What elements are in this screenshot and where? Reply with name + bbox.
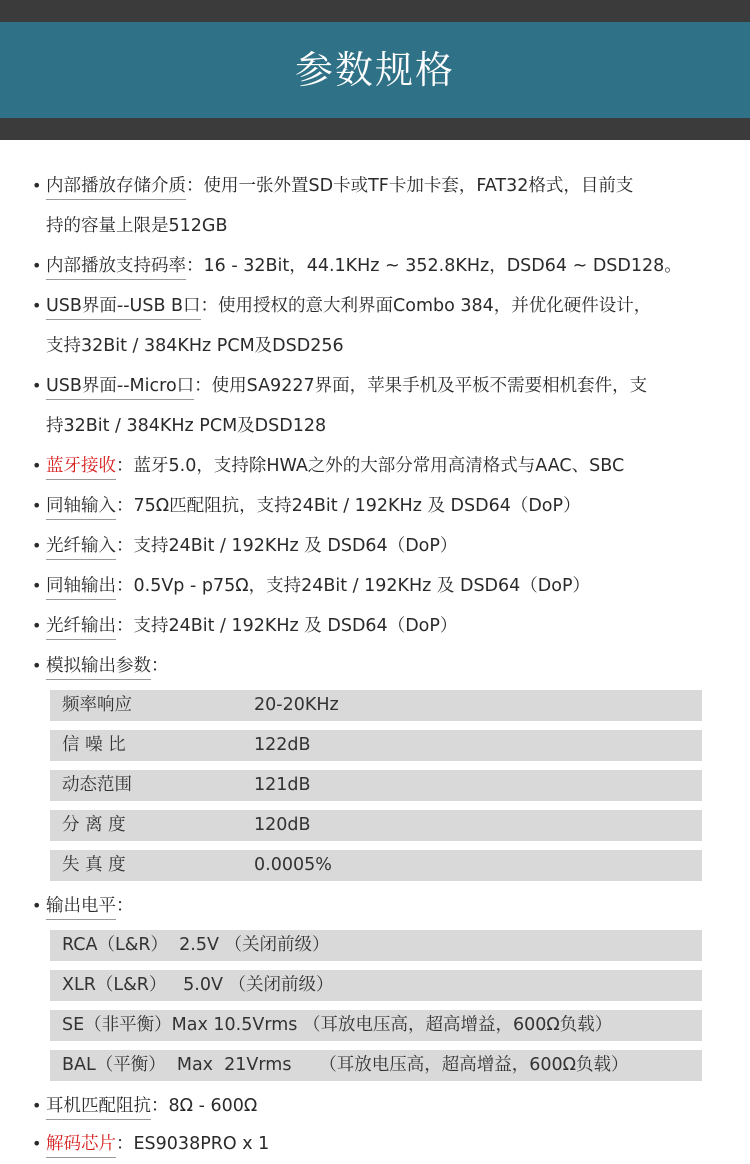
spec-label: 解码芯片: [46, 1134, 116, 1158]
spec-text: ：使用一张外置SD卡或TF卡加卡套，FAT32格式，目前支: [186, 176, 634, 196]
table-cell: RCA（L&R） 2.5V （关闭前级）: [62, 935, 330, 955]
table-row: [50, 730, 702, 761]
bullet-icon: •: [32, 896, 42, 915]
bullet-icon: •: [32, 1096, 42, 1115]
spec-label: 同轴输出: [46, 576, 116, 600]
spec-text: ：: [116, 896, 134, 916]
spec-text-continued: 持的容量上限是512GB: [46, 216, 228, 236]
page-title: 参数规格: [294, 48, 455, 92]
table-row: [50, 770, 702, 801]
spec-label: 模拟输出参数: [46, 656, 151, 680]
table-row: [50, 1050, 702, 1081]
table-value: 121dB: [254, 775, 311, 795]
bullet-icon: •: [32, 176, 42, 195]
table-cell: SE（非平衡）Max 10.5Vrms （耳放电压高，超高增益，600Ω负载）: [62, 1015, 613, 1035]
table-row: [50, 970, 702, 1001]
spec-item: [32, 286, 732, 366]
spec-item: [32, 566, 732, 606]
spec-item: [32, 366, 732, 446]
table-row: [50, 930, 702, 961]
bullet-icon: •: [32, 376, 42, 395]
table-cell: XLR（L&R） 5.0V （关闭前级）: [62, 975, 334, 995]
spec-label: 光纤输入: [46, 536, 116, 560]
table-row: [50, 1010, 702, 1041]
spec-text: ：8Ω - 600Ω: [151, 1096, 258, 1116]
spec-text-continued: 支持32Bit / 384KHz PCM及DSD256: [46, 336, 344, 356]
bullet-icon: •: [32, 1134, 42, 1153]
header-top-bar: [0, 0, 750, 22]
spec-item: [32, 486, 732, 526]
spec-text: ：支持24Bit / 192KHz 及 DSD64（DoP）: [116, 536, 458, 556]
spec-label: 内部播放支持码率: [46, 256, 186, 280]
bullet-icon: •: [32, 456, 42, 475]
bullet-icon: •: [32, 256, 42, 275]
spec-label: USB界面--Micro口: [46, 376, 194, 400]
bullet-icon: •: [32, 536, 42, 555]
spec-text: ：支持24Bit / 192KHz 及 DSD64（DoP）: [116, 616, 458, 636]
spec-text: ：ES9038PRO x 1: [116, 1134, 270, 1154]
bullet-icon: •: [32, 576, 42, 595]
table-key: 分 离 度: [62, 815, 126, 835]
table-value: 120dB: [254, 815, 311, 835]
spec-label: 光纤输出: [46, 616, 116, 640]
table-value: 0.0005%: [254, 855, 332, 875]
spec-text-continued: 持32Bit / 384KHz PCM及DSD128: [46, 416, 327, 436]
table-value: 20-20KHz: [254, 695, 339, 715]
header-bottom-bar: [0, 118, 750, 140]
spec-item: [32, 1086, 732, 1126]
spec-text: ：16 - 32Bit，44.1KHz ~ 352.8KHz，DSD64 ~ DSD128。: [186, 256, 682, 276]
spec-item: [32, 446, 732, 486]
spec-item: [32, 606, 732, 646]
spec-text: ：: [151, 656, 169, 676]
spec-item: [32, 646, 732, 686]
table-row: [50, 850, 702, 881]
bullet-icon: •: [32, 616, 42, 635]
table-key: 频率响应: [62, 695, 132, 715]
spec-text: ：使用授权的意大利界面Combo 384，并优化硬件设计，: [200, 296, 652, 316]
table-key: 动态范围: [62, 775, 132, 795]
spec-label: 同轴输入: [46, 496, 116, 520]
bullet-icon: •: [32, 496, 42, 515]
spec-text: ：75Ω匹配阻抗，支持24Bit / 192KHz 及 DSD64（DoP）: [116, 496, 581, 516]
table-row: [50, 690, 702, 721]
spec-item: [32, 166, 732, 246]
bullet-icon: •: [32, 296, 42, 315]
table-row: [50, 810, 702, 841]
spec-label: USB界面--USB B口: [46, 296, 201, 320]
table-cell: BAL（平衡） Max 21Vrms （耳放电压高，超高增益，600Ω负载）: [62, 1055, 629, 1075]
spec-label: 内部播放存储介质: [46, 176, 186, 200]
table-key: 失 真 度: [62, 855, 126, 875]
bullet-icon: •: [32, 656, 42, 675]
spec-text: ：使用SA9227界面，苹果手机及平板不需要相机套件，支: [194, 376, 648, 396]
spec-item: [32, 1124, 732, 1164]
spec-text: ：0.5Vp - p75Ω，支持24Bit / 192KHz 及 DSD64（DoP）: [116, 576, 591, 596]
spec-text: ：蓝牙5.0，支持除HWA之外的大部分常用高清格式与AAC、SBC: [116, 456, 625, 476]
spec-label: 耳机匹配阻抗: [46, 1096, 151, 1120]
spec-label: 输出电平: [46, 896, 116, 920]
spec-label: 蓝牙接收: [46, 456, 116, 480]
table-key: 信 噪 比: [62, 735, 126, 755]
table-value: 122dB: [254, 735, 311, 755]
spec-item: [32, 246, 732, 286]
spec-item: [32, 886, 732, 926]
spec-item: [32, 526, 732, 566]
